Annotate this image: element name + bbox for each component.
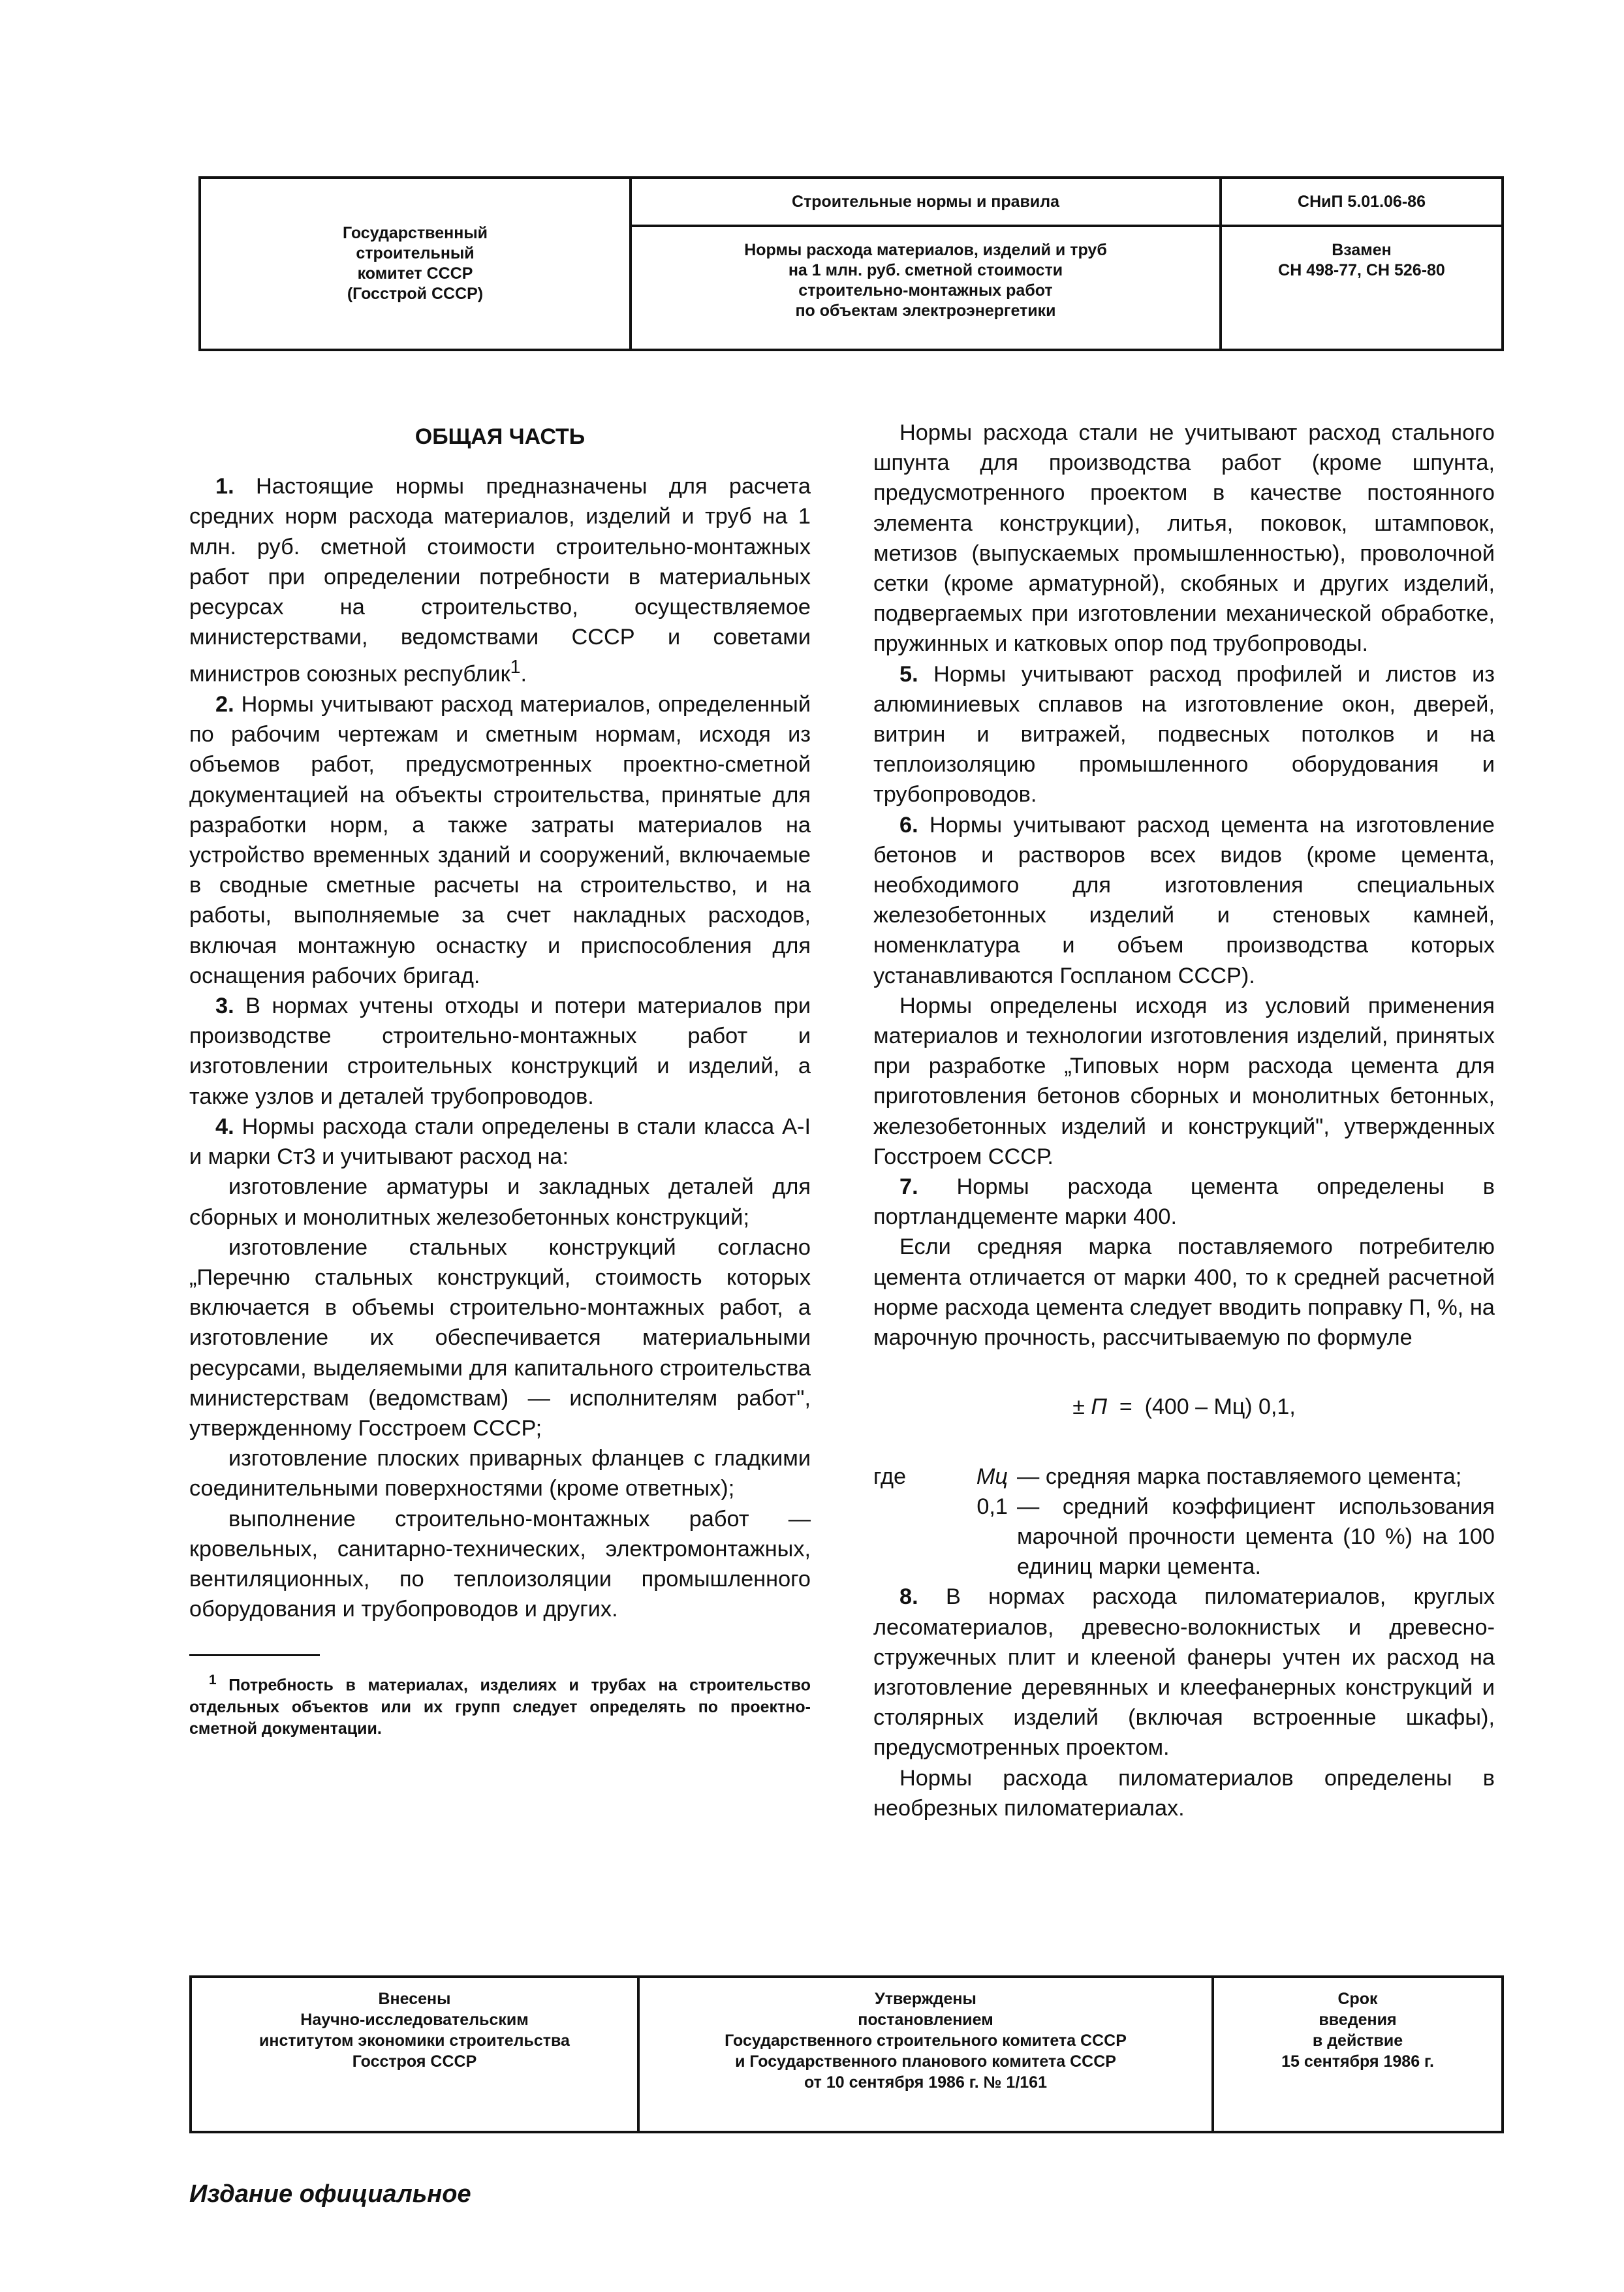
paragraph-number: 6. xyxy=(899,812,918,838)
issuing-body-line: Государственный xyxy=(342,224,488,242)
issuing-body-cell xyxy=(201,179,629,349)
steel-item-1: изготовление арматуры и закладных деталей для сборных и монолитных железобетонных конструкций; xyxy=(189,1174,811,1230)
legend-description: — средняя марка поставляемого цемента; xyxy=(1017,1464,1462,1489)
paragraph-number: 4. xyxy=(215,1114,234,1139)
legend-symbol xyxy=(945,1462,1017,1492)
paragraph-5 xyxy=(873,659,1495,810)
cement-basis-paragraph: Нормы определены исходя из условий применения материалов и технологии изготовления изделий, принятых при разработке „Типовых норм расхода цемента для приготовления бетонов сборных и монолитных бетонных, железобетонных изделий и конструкций", утвержденных Госстроем СССР. xyxy=(873,993,1495,1169)
effective-date-line: введения xyxy=(1319,2011,1397,2029)
approved-by-line: Государственного строительного комитета СССР xyxy=(725,2032,1127,2050)
approved-by-line: и Государственного планового комитета СССР xyxy=(735,2052,1116,2071)
right-column xyxy=(873,418,1495,1823)
footer-table xyxy=(189,1975,1504,2133)
paragraph-2 xyxy=(189,689,811,991)
issuing-body-line: комитет СССР xyxy=(357,264,473,283)
paragraph-number: 2. xyxy=(215,692,234,717)
document-title-cell xyxy=(629,179,1219,349)
footnote xyxy=(189,1669,811,1739)
paragraph-text: Нормы учитывают расход материалов, определенный по рабочим чертежам и сметным нормам, исходя из объемов работ, предусмотренных проектно-сметной документацией на объекты строительства, принятые для разработки норм, а также затраты материалов на устройство временных зданий и сооружений, включаемые в сводные сметные расчеты на строительство, и на работы, выполняемые за счет накладных расходов, включая монтажную оснастку и приспособления для оснащения рабочих бригад. xyxy=(189,692,811,988)
effective-date-cell xyxy=(1211,1978,1501,2131)
approved-by-line: от 10 сентября 1986 г. № 1/161 xyxy=(804,2073,1047,2092)
issuing-body-line: (Госстрой СССР) xyxy=(347,285,484,303)
paragraph-3 xyxy=(189,991,811,1112)
formula-rhs: (400 – Мц) 0,1, xyxy=(1144,1394,1296,1420)
footnote-ref: 1 xyxy=(510,657,521,678)
document-code: СНиП 5.01.06-86 xyxy=(1222,179,1501,227)
replaces-note xyxy=(1278,227,1445,281)
steel-item-2: изготовление стальных конструкций согласно „Перечню стальных конструкций, стоимость которых включается в объемы строительно-монтажных работ, а изготовление их обеспечивается материальными ресурсами, выделяемыми для капитального строительства министерствам (ведомствам) — исполнителям работ", утвержденному Госстроем СССР; xyxy=(189,1234,811,1441)
legend-description: — средний коэффициент использования марочной прочности цемента (10 %) на 100 единиц марки цемента. xyxy=(1017,1494,1495,1580)
legend-symbol: 0,1 xyxy=(976,1494,1008,1519)
submitted-by-cell xyxy=(192,1978,637,2131)
paragraph-number: 3. xyxy=(215,994,234,1019)
paragraph-text: Нормы расхода цемента определены в портландцементе марки 400. xyxy=(873,1174,1495,1230)
document-series: Строительные нормы и правила xyxy=(632,179,1219,227)
submitted-by-line: Госстроя СССР xyxy=(352,2052,477,2071)
document-code-cell xyxy=(1219,179,1501,349)
effective-date-line: в действие xyxy=(1312,2032,1403,2050)
left-column xyxy=(189,418,811,1740)
footnote-divider xyxy=(189,1654,320,1656)
document-title-line: Нормы расхода материалов, изделий и труб xyxy=(744,241,1107,259)
legend-where: где xyxy=(873,1464,907,1489)
header-table xyxy=(198,176,1504,351)
effective-date-line: Срок xyxy=(1337,1990,1378,2008)
correction-paragraph: Если средняя марка поставляемого потребителю цемента отличается от марки 400, то к средней расчетной норме расхода цемента следует вводить поправку П, %, на марочную прочность, рассчитываемую по формуле xyxy=(873,1234,1495,1351)
paragraph-number: 8. xyxy=(899,1584,918,1610)
steel-item-4: выполнение строительно-монтажных работ — кровельных, санитарно-технических, электромонтажных, вентиляционных, по теплоизоляции промышленного оборудования и трубопроводов и других. xyxy=(189,1506,811,1622)
paragraph-7 xyxy=(873,1172,1495,1232)
approved-by-line: постановлением xyxy=(858,2011,993,2029)
formula-equals: = xyxy=(1119,1394,1132,1420)
section-heading: ОБЩАЯ ЧАСТЬ xyxy=(414,424,586,449)
approved-by-line: Утверждены xyxy=(875,1990,976,2008)
submitted-by-line: Внесены xyxy=(378,1990,451,2008)
paragraph-text: В нормах учтены отходы и потери материалов при производстве строительно-монтажных работ и изготовлении строительных конструкций и изделий, а также узлов и деталей трубопроводов. xyxy=(189,994,811,1109)
document-title xyxy=(744,227,1107,321)
paragraph-4 xyxy=(189,1112,811,1172)
paragraph-number: 5. xyxy=(899,661,918,687)
paragraph-text: В нормах расхода пиломатериалов, круглых лесоматериалов, древесно-волокнистых и древесно-стружечных плит и клееной фанеры учтен их расход на изготовление деревянных и клеефанерных конструкций и столярных изделий (включая встроенные шкафы), предусмотренных проектом. xyxy=(873,1584,1495,1761)
effective-date-line: 15 сентября 1986 г. xyxy=(1281,2052,1434,2071)
paragraph-text: Нормы учитывают расход профилей и листов из алюминиевых сплавов на изготовление окон, дверей, витрин и витражей, подвесных потолков и на теплоизоляцию промышленного оборудования и трубопроводов. xyxy=(873,661,1495,808)
replaces-codes: СН 498-77, СН 526-80 xyxy=(1278,261,1445,279)
paragraph-text: Настоящие нормы предназначены для расчета средних норм расхода материалов, изделий и труб на 1 млн. руб. сметной стоимости строительно-монтажных работ при определении потребности в материальных ресурсах на строительство, осуществляемое министерствами, ведомствами СССР и советами министров союзных республик xyxy=(189,474,811,687)
formula-lhs: ± П xyxy=(1072,1394,1107,1420)
paragraph-end: . xyxy=(520,661,527,687)
document-title-line: строительно-монтажных работ xyxy=(798,281,1053,300)
document-title-line: по объектам электроэнергетики xyxy=(795,302,1056,320)
paragraph-text: Нормы учитывают расход цемента на изготовление бетонов и растворов всех видов (кроме цемента, необходимого для изготовления специальных железобетонных изделий и стеновых камней, номенклатура и объем производства которых устанавливаются Госпланом СССР). xyxy=(873,812,1495,988)
paragraph-1 xyxy=(189,471,811,689)
steel-exclusions-paragraph: Нормы расхода стали не учитывают расход стального шпунта для производства работ (кроме шпунта, предусмотренного проектом в качестве постоянного элемента конструкции), литья, поковок, штамповок, метизов (выпускаемых промышленностью), проволочной сетки (кроме арматурной), скобяных и других изделий, подвергаемых при изготовлении механической обработке, пружинных и катковых опор под трубопроводы. xyxy=(873,420,1495,657)
legend-symbol-text: Мц xyxy=(976,1464,1008,1489)
paragraph-number: 1. xyxy=(215,474,234,499)
lumber-paragraph: Нормы расхода пиломатериалов определены в необрезных пиломатериалах. xyxy=(873,1765,1495,1821)
submitted-by-line: институтом экономики строительства xyxy=(259,2032,570,2050)
paragraph-text: Нормы расхода стали определены в стали класса А-I и марки Ст3 и учитывают расход на: xyxy=(189,1114,811,1170)
paragraph-6 xyxy=(873,810,1495,991)
approved-by-cell xyxy=(637,1978,1211,2131)
paragraph-number: 7. xyxy=(899,1174,918,1200)
correction-formula xyxy=(873,1392,1495,1422)
footnote-mark: 1 xyxy=(209,1672,217,1688)
footnote-text: Потребность в материалах, изделиях и трубах на строительство отдельных объектов или их групп следует определять по проектно-сметной документации. xyxy=(189,1676,811,1738)
paragraph-8 xyxy=(873,1582,1495,1763)
document-title-line: на 1 млн. руб. сметной стоимости xyxy=(788,261,1063,279)
steel-item-3: изготовление плоских приварных фланцев с гладкими соединительными поверхностями (кроме ответных); xyxy=(189,1446,811,1501)
replaces-label: Взамен xyxy=(1332,241,1392,259)
official-edition-label: Издание официальное xyxy=(189,2180,471,2208)
formula-legend xyxy=(873,1462,1495,1582)
submitted-by-line: Научно-исследовательским xyxy=(300,2011,529,2029)
issuing-body-line: строительный xyxy=(356,244,475,262)
